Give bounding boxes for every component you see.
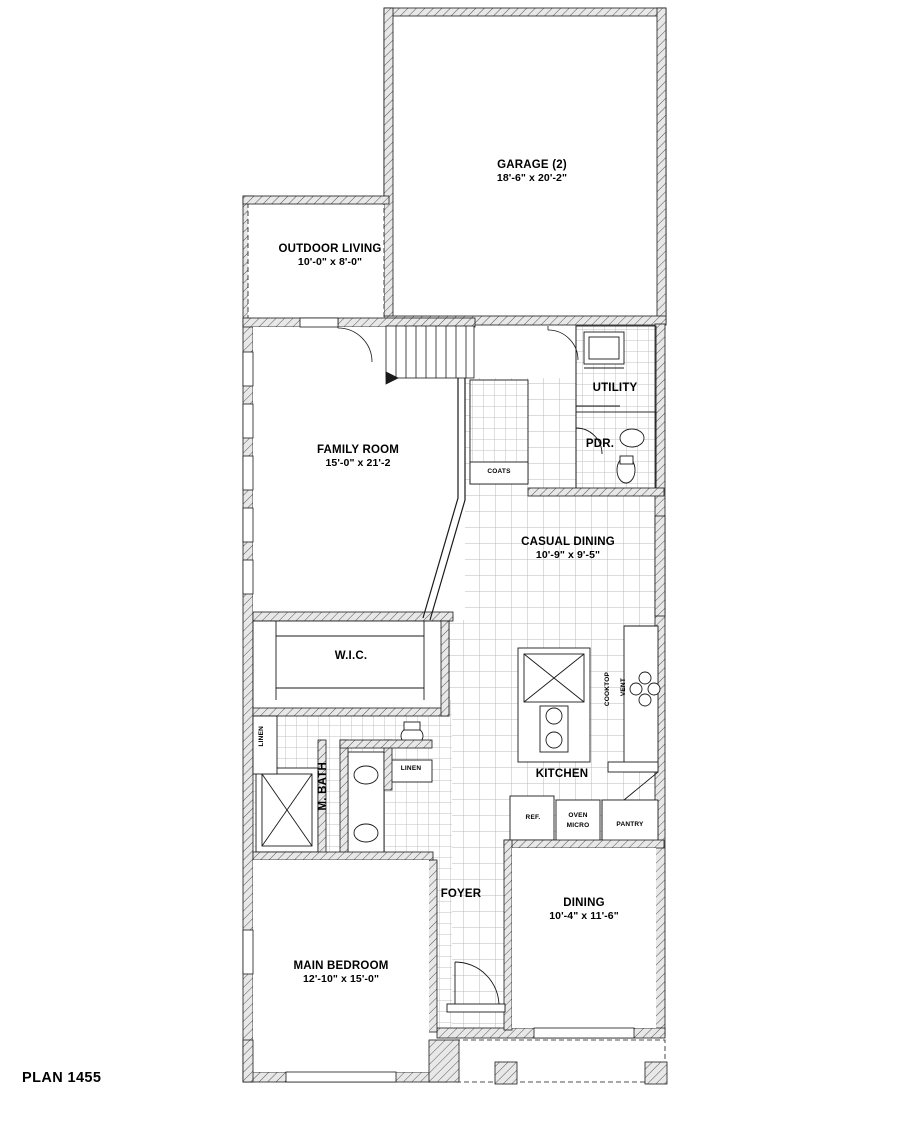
annotation-linen-right: LINEN (400, 765, 422, 772)
annotation-linen-left: LINEN (258, 726, 265, 747)
annotation-microwave: MICRO (566, 822, 590, 829)
room-label-utility: UTILITY (592, 382, 638, 394)
room-label-dining: DINING 10'-4" x 11'-6" (549, 897, 619, 923)
room-label-master-bath: M. BATH (317, 762, 329, 811)
room-label-garage: GARAGE (2) 18'-6" x 20'-2" (496, 159, 568, 185)
plan-title: PLAN 1455 (22, 1070, 102, 1086)
room-label-wic: W.I.C. (334, 650, 368, 662)
room-label-outdoor-living: OUTDOOR LIVING 10'-0" x 8'-0" (278, 243, 382, 269)
annotation-pantry: PANTRY (616, 821, 644, 828)
room-label-main-bedroom: MAIN BEDROOM 12'-10" x 15'-0" (293, 960, 389, 986)
annotation-vent: VENT (620, 678, 627, 697)
room-label-powder: PDR. (585, 438, 615, 450)
room-label-casual-dining: CASUAL DINING 10'-9" x 9'-5" (521, 536, 615, 562)
room-label-family-room: FAMILY ROOM 15'-0" x 21'-2 (316, 444, 400, 470)
annotation-refrigerator: REF. (525, 814, 541, 821)
room-label-foyer: FOYER (440, 888, 482, 900)
annotation-coats: COATS (487, 468, 511, 475)
annotation-oven: OVEN (568, 812, 588, 819)
room-label-kitchen: KITCHEN (535, 768, 589, 780)
annotation-cooktop: COOKTOP (604, 672, 611, 707)
